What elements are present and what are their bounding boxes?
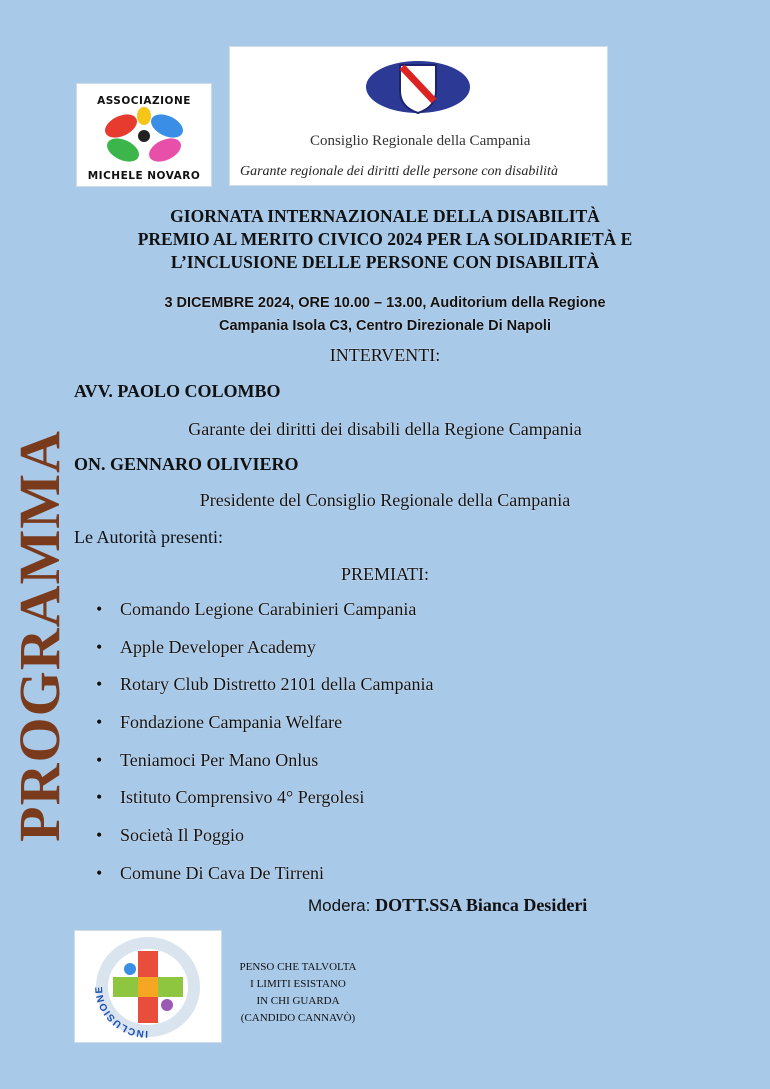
event-title [60,205,710,274]
list-item: • Società Il Poggio [96,824,433,862]
quote-line: PENSO CHE TALVOLTA [239,961,357,973]
inclusion-ring-text: INCLUSIONE [93,985,149,1040]
list-item: • Istituto Comprensivo 4° Pergolesi [96,786,433,824]
authorities-text: Le Autorità presenti: [74,527,223,547]
list-item: • Comune Di Cava De Tirreni [96,862,433,900]
title-line: GIORNATA INTERNAZIONALE DELLA DISABILITÀ [170,206,600,226]
list-item: • Teniamoci Per Mano Onlus [96,749,433,787]
event-line: Campania Isola C3, Centro Direzionale Di Napoli [219,318,551,334]
list-item: • Rotary Club Distretto 2101 della Campania [96,673,433,711]
quote-line: (CANDIDO CANNAVÒ) [240,1012,356,1024]
consiglio-regionale-logo [229,46,608,186]
council-name: Consiglio Regionale della Campania [310,133,531,149]
event-date-venue [60,292,710,338]
list-item: • Apple Developer Academy [96,636,433,674]
list-item: • Comando Legione Carabinieri Campania [96,598,433,636]
quote-line: IN CHI GUARDA [256,995,340,1007]
speaker-role: Garante dei diritti dei disabili della Regione Campania [188,419,582,439]
quote-block [228,959,368,1027]
speaker-role: Presidente del Consiglio Regionale della Campania [199,490,571,510]
title-line: PREMIO AL MERITO CIVICO 2024 PER LA SOLIDARIETÀ E [137,229,633,249]
premiati-list [96,598,433,900]
association-logo-bottom-text: MICHELE NOVARO [87,170,201,182]
associazione-michele-novaro-logo [76,83,212,187]
moderator-label: Modera: [308,896,371,915]
inclusione-logo [74,930,222,1043]
inclusion-hands-icon [75,931,221,1042]
list-item: • Fondazione Campania Welfare [96,711,433,749]
interventi-heading: INTERVENTI: [329,345,441,365]
association-logo-top-text: ASSOCIAZIONE [97,95,191,107]
quote-line: I LIMITI ESISTANO [250,978,346,990]
council-subtitle: Garante regionale dei diritti delle persone con disabilità [240,164,558,179]
moderator-name: DOTT.SSA Bianca Desideri [375,895,588,915]
event-line: 3 DICEMBRE 2024, ORE 10.00 – 13.00, Auditorium della Regione [164,295,606,311]
premiati-heading: PREMIATI: [340,564,429,584]
title-line: L’INCLUSIONE DELLE PERSONE CON DISABILITÀ [170,252,600,272]
moderator-line [308,895,587,916]
programma-vertical-label: PROGRAMMA [7,430,72,842]
speaker-name: ON. GENNARO OLIVIERO [74,454,299,474]
speaker-name: AVV. PAOLO COLOMBO [74,381,281,401]
